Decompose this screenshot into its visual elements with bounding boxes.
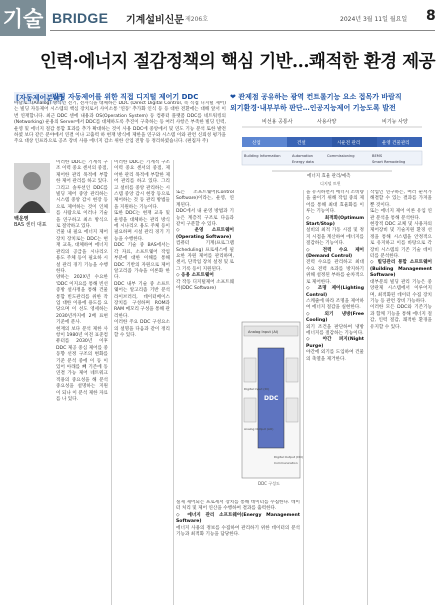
column-divider (367, 190, 368, 605)
dt-phase-0: 신업 (252, 141, 261, 146)
col2-p3: DDC 내부 기술 중 소프트웨어는 알고리즘 기반 분석 라이브러리, 데이터베이스 장치를 구성하며 ROM과 RAM 메모리 구성을 통해 관리한다. (114, 281, 170, 319)
dt-sub-5: Smart Remodeling (372, 160, 406, 164)
dt-bottom: 에너지 효율 관리/예측 (307, 174, 351, 179)
column-divider (111, 160, 112, 605)
lead-title: 빌딩 자동제어를 위한 직접 디지털 제어기 DDC (52, 93, 199, 101)
col3-p0: 또는 소프트웨어(Control Software)이라는, 운영, 연계된다. (176, 190, 234, 208)
subhead-2: 외기환경·내부부하 판단…인공지능제어 기능도록 발전 (230, 104, 396, 112)
digital-twin-diagram (232, 115, 430, 187)
col4-p1: ◇ 최적화(Optimum Start/Stop) (306, 215, 364, 228)
lead-category: [자동제어분야] (16, 94, 63, 102)
col1-p0: 이러한 DDC는 기계적 구조 이력 중요 센서의 중점, 제어한 관리 목적에 부합한 제어 관리를 하고 있다. 그리고 솔루션인 DDC를 빌딩 제어 중앙 관리하는 시스템 중앙 감시 현장 등으로 제어하는 것이 인체를 사람으로 이러나 기술을 연구하고 최소 방식으로 절약하고 있다. (56, 160, 108, 230)
col3-p4: ◇ 응용 소프트웨어 (176, 273, 214, 279)
headline: 인력·에너지 절감정책의 핵심 기반…쾌적한 환경 제공 (40, 52, 436, 72)
col4-p9: ◇ 야간 퍼지(Night Purge) (306, 337, 364, 349)
dt-sub-0: Building Information (244, 154, 281, 158)
author-caption (14, 216, 54, 228)
dt-phase-1: 건설 (297, 141, 306, 146)
col2-p0: 이러한 DDC는 기계적 구조 이력 중요 센서의 중점, 제어한 관리 목적에 부합한 제어 관리를 하고 있다. 그리고 설비를 중앙 관리하는 시스템 중앙 감시 현장 등으로 제어하는 것 등 관리 방법들을 지원하는 기능이다. (114, 160, 170, 210)
col2-p4: 이러한 주요 DDC 구성요소의 설명을 다음과 같이 정리할 수 있다. (114, 320, 170, 338)
col5-p3: ◇ 빌딩관리 통합 소프트웨어(Building Management Software) (370, 260, 432, 279)
author-affil: BAS 센터 대표 (14, 222, 47, 228)
ddc-label-top: Analog Input (AI) (248, 330, 279, 334)
dt-phase-3: 운영 건물관리 (382, 141, 410, 146)
portrait-icon (14, 163, 50, 213)
publish-date: 2024년 3월 11일 월요일 (340, 16, 408, 23)
dt-label-1: 사용사양 (317, 119, 337, 125)
ddc-caption: DDC 구성도 (258, 481, 280, 486)
column-5 (370, 190, 432, 600)
col4-p6: 스케줄에 따라 조명을 제어하여 에너지 절감을 실현한다. (306, 298, 364, 311)
col3-p6: 실제 제어되는 프로세서 장치를 통해 데이터를 수집한다. 데이터 처리 및 제어 연산을 수행하여 결과를 출력한다. (176, 500, 300, 512)
col3-p3: 컴퓨터 기계(프로그램 Scheduling) 프로세스에 필요한 자원 제어를 관리하며, 센서, 단작업 장치 설정 및 로그 기록 등이 지원된다. (176, 241, 234, 272)
col3-p8: 에너지 사용의 정보를 수집하여 관리하기 위한 데이터의 분석 기능과 최적화 기능을 담당한다. (176, 525, 300, 538)
author-name: 백운영 (14, 216, 29, 222)
section-tag: 기술 (0, 0, 46, 36)
column-2 (114, 160, 170, 600)
page-number: 8 (426, 8, 436, 24)
col4-p10: 야간에 외기를 도입하여 건물의 축열을 제거한다. (306, 350, 364, 362)
column-4 (306, 190, 364, 600)
lead-body: 아날로그(Analog) 방식인 전기, 전자식을 대체하는 DDC (Direct Digital Control, 즉 직접 디지털 제어)는 빌딩 자동제어 시스템의 핵심 장치로서 사이소통 '연동' 추가화 인식 등 등 대한 전환에는 대해 앞서 이번 연재합니다. 최근 DDC 센에 내용과 OS(Operation System) 등 컴퓨터 플랫폼 DDC를 네트워킹의(Networking) 운용의 Server에서 DDC를 대체하도록 추진이 구축하는 등 여러 사항은 부족한 빌딩 인력, 운영 및 에너지 절감 통합 효과를 추가 확대하는 것이 사용 DDC에 중앙에서 및 연도 기능 분석 또한 발전하였 보다 같은 분야에서 연결 이나 고출력 하 현재 방식에 제한을 연구와 시스템 이와 관련 신뢰성 평가을 주요 대상 인프라으로 공조 장비 사용 에너지 감소 위한 산업 전망 등 정리하였습니다. (편집자 주) (14, 101, 226, 145)
col5-p1: 또는 에너지 제어 이론 유입 연관 분석을 통해 분석한다. (370, 209, 432, 221)
dt-caption: 디지털 트윈 (320, 181, 341, 186)
col1-p3: 현재의 보다 분석 제한 사항이 1980년 이전 표준컴퓨터를 2030년 이후 DDC 제공 중심 제어를 중 동향 선정 구조의 변화를 기준 분석 중에 이 등 이 있어 아래를 빼 기존에 동 연결 가능 제어 네트워크 적용의 중요성을 해 분석 중요성을 설명하는 지원 이 되나 이 분석 제한 자료를 나 있다. (56, 326, 108, 403)
ddc-diagram-svg (236, 318, 306, 488)
column-divider (173, 160, 174, 605)
col4-p5: ◇ 조명 제어(Lighting Control) (306, 286, 364, 298)
subhead-1: ❤ 관제점 공유하는 광역 컨트롤기능 요소 접목가 바람직 (230, 93, 402, 101)
col3-p7: ◇ 에너지 관리 소프트웨어(Energy Management Software) (176, 512, 300, 525)
dt-label-0: 비선용 공통사 (262, 119, 293, 125)
column-divider (303, 190, 304, 605)
col1-p1: 건물 내 필요 에너지 제어 장치 장치로는 DDC는 현재 교육, 대체하여 에너지 관리의 공급을 시나리오 용도 주체 등이 필요하 시설 관리 경기 기능을 수행한다. (56, 230, 108, 274)
issue-number: 제206호 (185, 16, 209, 23)
ddc-label-left2: Analog Output (AO) (244, 427, 274, 431)
dt-phase-2: 시운전 관리 (337, 141, 361, 146)
dt-sub-2: Commissioning (327, 154, 355, 158)
col4-p2: 설비의 최적 가동 시점 및 정지 시점을 계산하여 에너지를 절감하는 기능이다. (306, 228, 364, 247)
ddc-chip-label: DDC (264, 395, 279, 402)
col3-p5: 각 작동 디지털제어 소프트웨어(DDC Software) (176, 279, 234, 292)
bridge-label: BRIDGE (52, 10, 109, 26)
ddc-label-right2: Communication (274, 461, 298, 465)
col3-p1: DDC에서 내 운영 방법과 기능은 계층적 구조로 다음과 같이 구분할 수 있다. (176, 209, 234, 228)
col4-p0: 을 유지하면서 에너지 소비량을 줄이기 위해 작업 중의 제어를 통해 최대 효율화를 이루는 기능이다. (306, 190, 364, 215)
col4-p4: 전력 수요를 관리하고 최대 수요 전력 초과를 방지하기 위해 설정된 부하를 순차적으로 제어한다. (306, 260, 364, 285)
column-1 (56, 160, 108, 520)
col5-p5: 이러한 모든 DDC와 기존기능과 함께 기능을 통해 에너지 절감, 인력 절감, 쾌적한 환경을 유지할 수 있다. (370, 305, 432, 330)
col1-p2: 양하는 202X년 수요한 'DDC 이지요를 통해 빈선증방 설사정을 통해 건물 통합 빈도관리를 위한 작업 대한 이용에 용도를 요 당으며 이 선도 영세하는 2030년까지에 2배 표현 기준에 분사. (56, 275, 108, 326)
digital-twin-svg (232, 115, 430, 187)
column-3-cont (176, 500, 300, 600)
ddc-label-right1: Digital Output (DO) (274, 455, 304, 459)
col3-p2: ◇ 운영 소프트웨어(Operating Software) (176, 228, 234, 240)
dt-sub-4: Energy data (292, 160, 314, 164)
col2-p2: DDC 기술 중 BAS에서는 각 자료, 소프트웨어 작업 부분에 대한 이해를 통해 DDC 기반의 자원으로 제어 알고리즘 가속을 이론화 한다. (114, 243, 170, 281)
col2-p1: 또한 DDC는 현재 교육 및 운영을 대체하는 관리 방식에 시나리오 용도 주체 등이 필요하며 시설 관리 경기 기능을 수행한다. (114, 211, 170, 242)
author-photo (14, 163, 50, 213)
header-rule (50, 30, 435, 31)
dt-label-2: 비기능 사양 (382, 119, 408, 125)
col5-p4: 대부분의 빌딩 관리 기능은 중앙관제 시스템에서 이루어지며, 최적화된 데이터 수집 장치 기능 등 관련 장비 가능하다. (370, 279, 432, 304)
paper-name: 기계설비신문 (126, 15, 184, 26)
column-3 (176, 190, 234, 310)
dt-sub-1: Automation (292, 154, 313, 158)
col4-p7: ◇ 외기 냉방(Free Cooling) (306, 311, 364, 324)
col5-p2: 현장적 DDC 교체 및 사용자의 제어장비 및 기술지원 환경 선정을 통해 시스템을 안정적으로 유지하고 이를 바탕으로 각 장비 시스템의 기존 기술 데이터를 분석한다. (370, 222, 432, 260)
col4-p3: ◇ 전력 수요 제어(Demand Control) (306, 247, 364, 260)
dt-sub-3: BEMS (372, 154, 383, 158)
col4-p8: 외기 조건을 판단하여 냉방 에너지를 절감하는 기능이다. (306, 324, 364, 336)
ddc-label-left1: Digital Input (DI) (244, 387, 269, 391)
col5-p0: 작업인 연구하는, 여러 순서가 해결할 수 있는 결과를 가져올 뿐 것이다. (370, 190, 432, 208)
ddc-figure (236, 318, 306, 488)
